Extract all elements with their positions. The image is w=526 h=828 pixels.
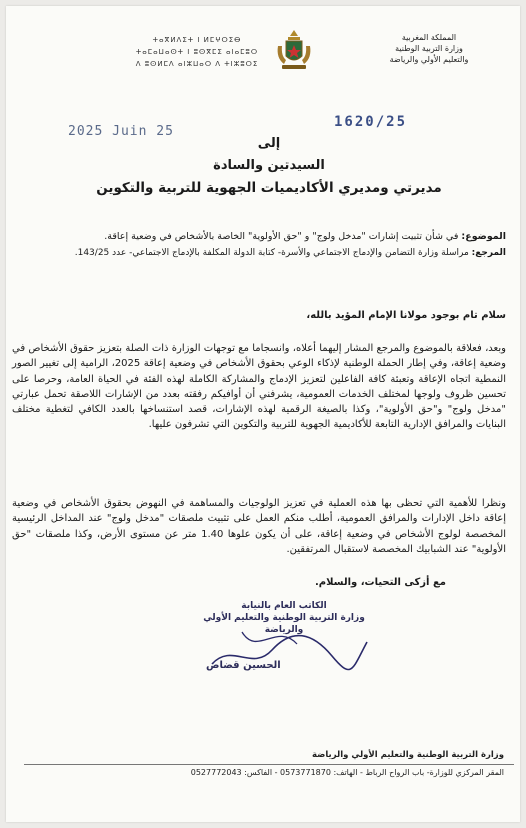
ministry-header-arabic: [354, 32, 504, 65]
stamp-line-3: والرياضة: [264, 625, 304, 635]
subject-line: [14, 230, 506, 244]
footer-contact: المقر المركزي للوزارة- باب الرواح الرباط - الهاتف: 0573771870 - الفاكس: 0527772043: [190, 768, 504, 777]
subject-label: الموضوع:: [461, 231, 506, 242]
subject-text: في شأن تثبيت إشارات "مدخل ولوج" و "حق الأولوية" الخاصة بالأشخاص في وضعية إعاقة.: [104, 231, 462, 242]
ministry-label-2: والتعليم الأولي والرياضة: [389, 55, 469, 64]
tifinagh-line-1: ⵜⴰⴳⵍⴷⵉⵜ ⵏ ⵍⵎⵖⵔⵉⴱ: [152, 36, 242, 44]
handwritten-signature: [202, 612, 372, 682]
reference-line: [14, 246, 506, 260]
stamp-line-2: وزارة التربية الوطنية والتعليم الأولي: [203, 613, 365, 623]
stamp-line-1: الكاتب العام بالنيابة: [241, 601, 327, 611]
body-paragraph-1: وبعد، فعلاقة بالموضوع والمرجع المشار إليهما أعلاه، وانسجاما مع توجهات الوزارة ذات الصلة بتعزيز حقوق الأشخاص في وضعية إعاقة، وفي إطار الحملة الوطنية لإذكاء الوعي بحقوق الأشخاص في وضعية إعاقة 2025، الرامية إلى تغيير الصور النمطية اتجاه الإعاقة وتعبئة كافة الفاعلين لتعزيز الإدماج والمشاركة الكاملة لهذه الفئة في الحياة العامة، وحرصا على تحسين ظروف ولوجها لمختلف الخدمات العمومية، يشرفني أن أوافيكم رفقته بعدد من الإشارات اللاصقة تحمل عبارتي "مدخل ولوج" و"حق الأولوية"، وكذا بالصيغة الرقمية لهذه الإشارات، قصد استنساخها بالعدد الكافي لتغطية مختلف البنايات والمرافق الإدارية التابعة للأكاديمية الجهوية للتربية والتكوين التي تشرفون عليها.: [12, 343, 506, 431]
reference-number-stamp: 1620/25: [334, 114, 408, 130]
moroccan-emblem-icon: [274, 28, 314, 72]
ministry-label: وزارة التربية الوطنية: [395, 44, 463, 53]
letter-page: [6, 6, 520, 822]
addressee-to: إلى: [257, 136, 281, 151]
body-paragraph-2: ونظرا للأهمية التي تحظى بها هذه العملية في تعزيز الولوجيات والمساهمة في النهوض بحقوق الأشخاص في وضعية إعاقة داخل الإدارات والمرافق العمومية، أطلب منكم العمل على تثبيت ملصقات "مدخل ولوج" عند المداخل الرئيسية المخصصة لولوج الأشخاص في وضعية إعاقة، على أن يكون علوها 1.40 متر عن مستوى الأرض، وكذا ملصقات "حق الأولوية" عند الشبابيك المخصصة لاستقبال المرتفقين.: [12, 498, 507, 555]
kingdom-label: المملكة المغربية: [401, 33, 457, 42]
signatory-name: الحسين قضاض: [206, 660, 281, 671]
tifinagh-line-3: ⴷ ⵓⵙⵍⵎⴷ ⴰⵏⵣⵡⴰⵔ ⴷ ⵜⵏⵣⵓⵔⵉ: [135, 60, 259, 68]
addressee-line-1: السيدتين والسادة: [213, 158, 325, 173]
addressee-line-2: مديرتي ومديري الأكاديميات الجهوية للتربية والتكوين: [96, 180, 442, 196]
date-stamp: 2025 Juin 25: [68, 124, 174, 139]
footer-divider: [24, 764, 514, 765]
reference-text: مراسلة وزارة التضامن والإدماج الاجتماعي والأسرة- كتابة الدولة المكلفة بالإدماج الاجتماعي- عدد 143/25.: [74, 248, 472, 258]
ministry-header-tifinagh: [132, 34, 262, 70]
salutation: سلام تام بوجود مولانا الإمام المؤيد بالله،: [306, 310, 506, 321]
tifinagh-line-2: ⵜⴰⵎⴰⵡⴰⵙⵜ ⵏ ⵓⵙⴳⵎⵉ ⴰⵏⴰⵎⵓⵔ: [135, 48, 259, 56]
closing-line: مع أزكى التحيات، والسلام.: [314, 577, 446, 588]
reference-label: المرجع:: [471, 248, 506, 258]
footer-ministry: وزارة التربية الوطنية والتعليم الأولي والرياضة: [311, 750, 504, 760]
